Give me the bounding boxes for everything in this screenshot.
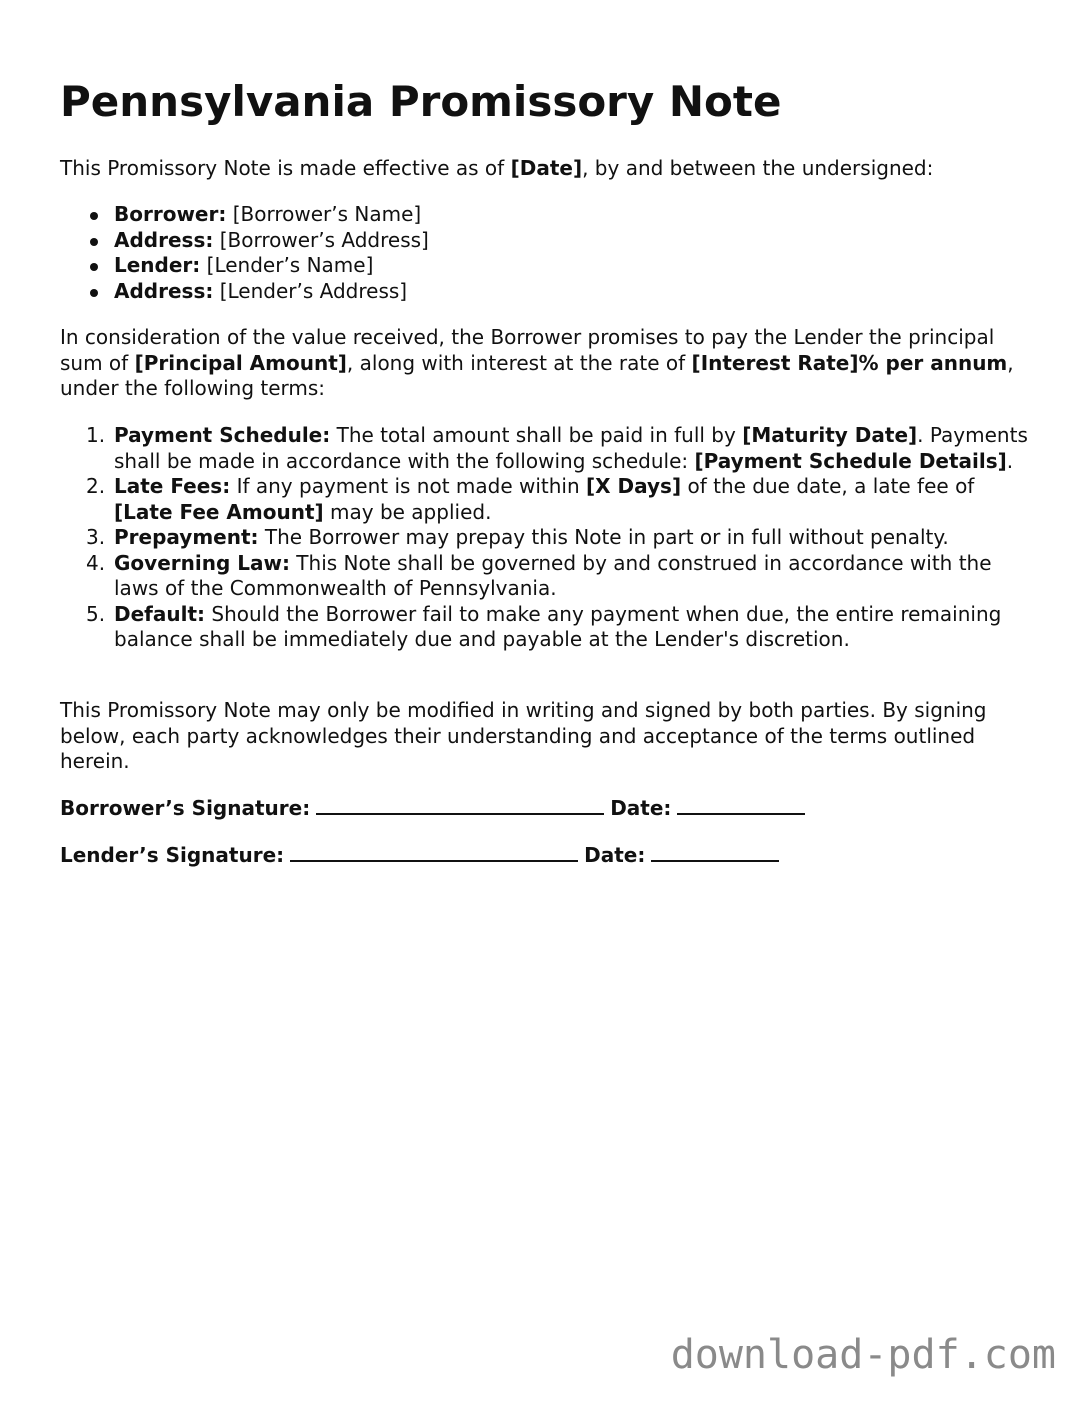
lender-signature-row: Lender’s Signature: Date: <box>60 842 785 868</box>
bullet-icon <box>90 289 98 297</box>
bullet-icon <box>90 263 98 271</box>
term-payment-schedule: 1. Payment Schedule: The total amount shall be paid in full by [Maturity Date]. Payments shall be made in accordance with the following schedule: [Payment Schedule Details]. <box>86 423 1028 473</box>
lender-date-line[interactable] <box>651 842 779 862</box>
consideration-paragraph: In consideration of the value received, the Borrower promises to pay the Lender the principal sum of [Principal Amount], along with interest at the rate of [Interest Rate]% per annum, under the following terms: <box>60 325 1014 400</box>
term-late-fees: 2. Late Fees: If any payment is not made within [X Days] of the due date, a late fee of [Late Fee Amount] may be applied. <box>86 474 975 524</box>
terms-list <box>60 423 1035 653</box>
principal-amount-placeholder: [Principal Amount] <box>134 350 347 375</box>
term-default: 5. Default: Should the Borrower fail to make any payment when due, the entire remaining balance shall be immediately due and payable at the Lender's discretion. <box>86 601 1002 651</box>
bullet-icon <box>90 212 98 220</box>
list-item: Lender: [Lender’s Name] <box>60 253 429 279</box>
bullet-icon <box>90 238 98 246</box>
list-item: Address: [Borrower’s Address] <box>60 228 429 254</box>
intro-paragraph: This Promissory Note is made effective as of [Date], by and between the undersigned: <box>60 156 934 180</box>
list-item: Address: [Lender’s Address] <box>60 279 429 305</box>
borrower-date-line[interactable] <box>677 795 805 815</box>
interest-rate-placeholder: [Interest Rate]% per annum <box>691 350 1008 375</box>
page-title: Pennsylvania Promissory Note <box>60 77 782 126</box>
parties-list <box>60 202 429 304</box>
watermark: download-pdf.com <box>670 1332 1056 1378</box>
lender-signature-line[interactable] <box>290 842 578 862</box>
borrower-signature-line[interactable] <box>316 795 604 815</box>
term-prepayment: 3. Prepayment: The Borrower may prepay this Note in part or in full without penalty. <box>86 525 949 549</box>
term-governing-law: 4. Governing Law: This Note shall be governed by and construed in accordance with the laws of the Commonwealth of Pennsylvania. <box>86 550 992 600</box>
borrower-signature-row: Borrower’s Signature: Date: <box>60 795 811 821</box>
effective-date-placeholder: [Date] <box>510 156 583 180</box>
closing-paragraph: This Promissory Note may only be modified in writing and signed by both parties. By signing below, each party acknowledges their understanding and acceptance of the terms outlined herein. <box>60 698 987 773</box>
list-item: Borrower: [Borrower’s Name] <box>60 202 429 228</box>
